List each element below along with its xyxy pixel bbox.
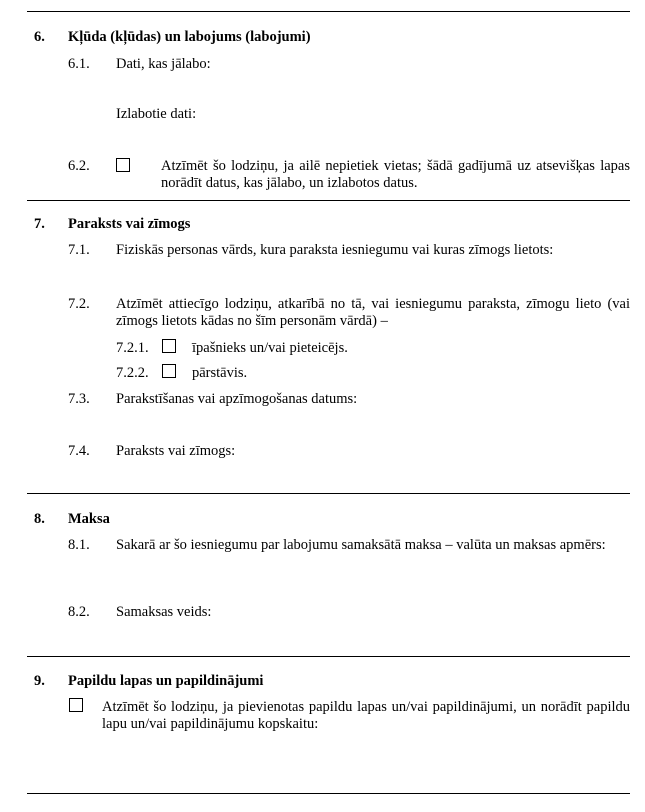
item-7-1-number: 7.1. (68, 242, 90, 258)
section-8-number: 8. (34, 511, 45, 527)
divider-section-8-9 (27, 656, 630, 657)
item-8-1-number: 8.1. (68, 537, 90, 553)
item-7-2-label: Atzīmēt attiecīgo lodziņu, atkarībā no tā, vai iesniegumu paraksta, zīmogu lieto (vai zīmogs lietots kādas no šīm personām vārdā) – (116, 296, 630, 330)
section-7-number: 7. (34, 216, 45, 232)
corrected-data-label: Izlabotie dati: (116, 106, 197, 122)
item-7-4-label: Paraksts vai zīmogs: (116, 443, 236, 459)
item-6-1-number: 6.1. (68, 56, 90, 72)
section-7-title: Paraksts vai zīmogs (68, 216, 191, 232)
item-7-2-1-label: īpašnieks un/vai pieteicējs. (192, 340, 348, 356)
divider-section-6-7 (27, 200, 630, 201)
section-9-number: 9. (34, 673, 45, 689)
divider-bottom (27, 793, 630, 794)
section-9-label: Atzīmēt šo lodziņu, ja pievienotas papildu lapas un/vai papildinājumi, un norādīt papildu lapu un/vai papildinājumu kopskaitu: (102, 699, 630, 733)
divider-top (27, 11, 630, 12)
item-8-2-label: Samaksas veids: (116, 604, 212, 620)
item-6-2-number: 6.2. (68, 158, 90, 174)
item-8-2-number: 8.2. (68, 604, 90, 620)
section-8-title: Maksa (68, 511, 110, 527)
item-7-2-1-checkbox[interactable] (162, 339, 176, 353)
section-9-checkbox[interactable] (69, 698, 83, 712)
item-7-4-number: 7.4. (68, 443, 90, 459)
divider-section-7-8 (27, 493, 630, 494)
item-7-2-1-number: 7.2.1. (116, 340, 149, 356)
item-7-1-label: Fiziskās personas vārds, kura paraksta iesniegumu vai kuras zīmogs lietots: (116, 242, 554, 258)
item-7-2-2-label: pārstāvis. (192, 365, 248, 381)
section-6-title: Kļūda (kļūdas) un labojums (labojumi) (68, 29, 311, 45)
item-7-3-number: 7.3. (68, 391, 90, 407)
item-6-2-checkbox[interactable] (116, 158, 130, 172)
item-6-2-label: Atzīmēt šo lodziņu, ja ailē nepietiek vietas; šādā gadījumā uz atsevišķas lapas norādīt datus, kas jālabo, un izlabotos datus. (161, 158, 630, 192)
section-6-number: 6. (34, 29, 45, 45)
item-7-2-2-number: 7.2.2. (116, 365, 149, 381)
item-7-3-label: Parakstīšanas vai apzīmogošanas datums: (116, 391, 358, 407)
item-6-1-label: Dati, kas jālabo: (116, 56, 211, 72)
section-9-title: Papildu lapas un papildinājumi (68, 673, 264, 689)
item-7-2-2-checkbox[interactable] (162, 364, 176, 378)
item-7-2-number: 7.2. (68, 296, 90, 312)
item-8-1-label: Sakarā ar šo iesniegumu par labojumu samaksātā maksa – valūta un maksas apmērs: (116, 537, 606, 553)
